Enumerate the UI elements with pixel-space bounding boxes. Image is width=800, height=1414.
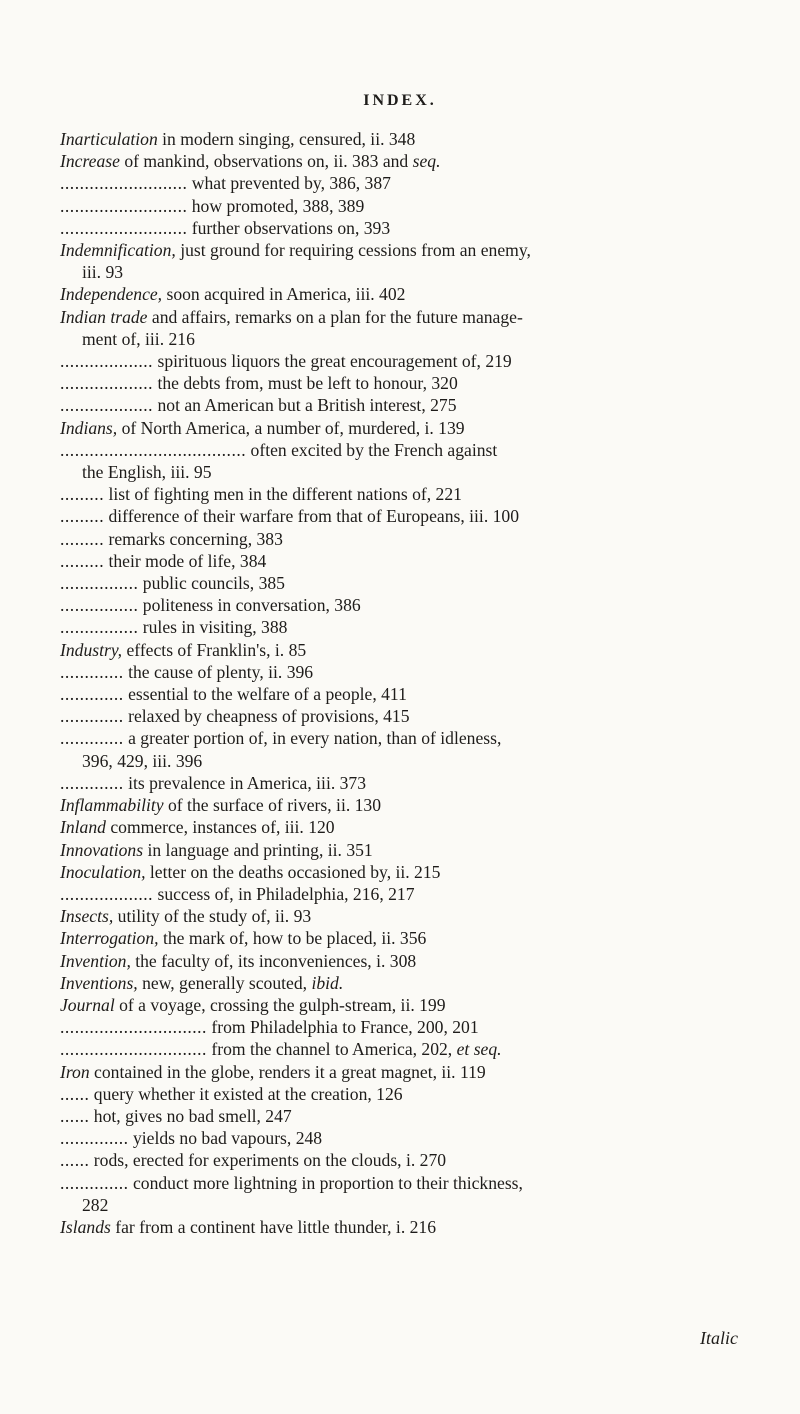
catchword: Italic bbox=[700, 1328, 738, 1348]
entry-text: conduct more lightning in proportion to their thickness, bbox=[128, 1172, 523, 1193]
entry-text: public councils, 385 bbox=[138, 573, 285, 594]
entry-leader-dots: .............. bbox=[60, 1172, 129, 1193]
entry-leader-dots: ......... bbox=[60, 506, 105, 527]
entry-text: difference of their warfare from that of Europeans, iii. 100 bbox=[104, 506, 520, 527]
entry-text: success of, in Philadelphia, 216, 217 bbox=[153, 883, 415, 904]
index-entry bbox=[60, 794, 760, 816]
index-entry bbox=[60, 217, 760, 239]
entry-heading: Insects, bbox=[60, 906, 114, 927]
index-entry bbox=[60, 1038, 760, 1060]
entry-text: spirituous liquors the great encouragement of, 219 bbox=[153, 351, 512, 372]
entry-text: essential to the welfare of a people, 411 bbox=[123, 684, 407, 705]
index-entry bbox=[60, 372, 760, 394]
entry-leader-dots: ................... bbox=[60, 883, 154, 904]
index-entry bbox=[60, 439, 760, 483]
entry-text: far from a continent have little thunder, i. 216 bbox=[110, 1216, 437, 1237]
entry-text: rules in visiting, 388 bbox=[138, 617, 288, 638]
index-entry bbox=[60, 572, 760, 594]
index-entry bbox=[60, 883, 760, 905]
entry-leader-dots: ................ bbox=[60, 573, 139, 594]
index-entry bbox=[60, 1172, 760, 1216]
entry-continuation: the English, iii. 95 bbox=[82, 462, 212, 483]
entry-italic-tail: ibid. bbox=[311, 972, 344, 993]
entry-leader-dots: .............. bbox=[60, 1128, 129, 1149]
index-entry bbox=[60, 239, 760, 283]
index-entry bbox=[60, 950, 760, 972]
entry-leader-dots: ................... bbox=[60, 373, 154, 394]
entry-text: what prevented by, 386, 387 bbox=[187, 173, 391, 194]
entry-text: new, generally scouted, bbox=[137, 972, 312, 993]
entry-leader-dots: .......................... bbox=[60, 195, 188, 216]
index-entry bbox=[60, 839, 760, 861]
entry-heading: Inflammability bbox=[60, 795, 164, 816]
index-entry bbox=[60, 1083, 760, 1105]
entry-text: the faculty of, its inconveniences, i. 308 bbox=[130, 950, 417, 971]
index-entry bbox=[60, 772, 760, 794]
index-entry bbox=[60, 1127, 760, 1149]
index-entry bbox=[60, 705, 760, 727]
index-entry bbox=[60, 1061, 760, 1083]
entry-text: query whether it existed at the creation, 126 bbox=[89, 1083, 403, 1104]
entry-heading: Interrogation, bbox=[60, 928, 159, 949]
entry-text: soon acquired in America, iii. 402 bbox=[162, 284, 406, 305]
entry-text: of mankind, observations on, ii. 383 and bbox=[119, 151, 413, 172]
entry-continuation: 396, 429, iii. 396 bbox=[82, 750, 203, 771]
index-entry bbox=[60, 550, 760, 572]
entry-text: their mode of life, 384 bbox=[104, 550, 267, 571]
entry-leader-dots: ................... bbox=[60, 351, 154, 372]
entry-heading: Inarticulation bbox=[60, 129, 158, 149]
index-entry bbox=[60, 905, 760, 927]
entry-heading: Iron bbox=[60, 1061, 90, 1082]
index-entry bbox=[60, 727, 760, 771]
entry-heading: Indemnification, bbox=[60, 240, 176, 261]
entry-continuation: 282 bbox=[82, 1194, 109, 1215]
entry-text: in language and printing, ii. 351 bbox=[143, 839, 373, 860]
entry-text: its prevalence in America, iii. 373 bbox=[123, 772, 367, 793]
entry-heading: Inland bbox=[60, 817, 106, 838]
entry-text: just ground for requiring cessions from an enemy, bbox=[175, 240, 531, 261]
entry-text: of North America, a number of, murdered, i. 139 bbox=[117, 417, 465, 438]
entry-leader-dots: ............. bbox=[60, 706, 124, 727]
entry-leader-dots: ...... bbox=[60, 1105, 90, 1126]
entry-heading: Independence, bbox=[60, 284, 163, 305]
entry-text: utility of the study of, ii. 93 bbox=[113, 906, 312, 927]
entry-leader-dots: ................... bbox=[60, 395, 154, 416]
entry-leader-dots: ............. bbox=[60, 772, 124, 793]
entry-heading: Indians, bbox=[60, 417, 118, 438]
index-entry bbox=[60, 394, 760, 416]
index-entry bbox=[60, 172, 760, 194]
entry-leader-dots: .......................... bbox=[60, 217, 188, 238]
entry-continuation: ment of, iii. 216 bbox=[82, 328, 195, 349]
index-entry bbox=[60, 1105, 760, 1127]
entry-text: effects of Franklin's, i. 85 bbox=[122, 639, 307, 660]
entry-heading: Invention, bbox=[60, 950, 131, 971]
index-entry bbox=[60, 616, 760, 638]
entry-heading: Inoculation, bbox=[60, 861, 146, 882]
entry-text: politeness in conversation, 386 bbox=[138, 595, 361, 616]
index-entry bbox=[60, 283, 760, 305]
entry-text: the debts from, must be left to honour, 320 bbox=[153, 373, 458, 394]
entry-text: commerce, instances of, iii. 120 bbox=[105, 817, 335, 838]
entry-leader-dots: ......... bbox=[60, 550, 105, 571]
entry-text: relaxed by cheapness of provisions, 415 bbox=[123, 706, 410, 727]
entry-leader-dots: ......... bbox=[60, 484, 105, 505]
index-entry bbox=[60, 128, 760, 150]
entry-heading: Indian trade bbox=[60, 306, 148, 327]
entry-text: from the channel to America, 202, bbox=[206, 1039, 457, 1060]
entry-text: of the surface of rivers, ii. 130 bbox=[163, 795, 382, 816]
entry-heading: Increase bbox=[60, 151, 120, 172]
entry-heading: Journal bbox=[60, 994, 115, 1015]
index-entry bbox=[60, 306, 760, 350]
index-entry bbox=[60, 816, 760, 838]
index-entry bbox=[60, 505, 760, 527]
entry-leader-dots: ............. bbox=[60, 661, 124, 682]
entry-text: yields no bad vapours, 248 bbox=[128, 1128, 323, 1149]
entry-italic-tail: et seq. bbox=[456, 1039, 502, 1060]
index-entry bbox=[60, 639, 760, 661]
entry-heading: Innovations bbox=[60, 839, 144, 860]
index-entry bbox=[60, 972, 760, 994]
entry-text: and affairs, remarks on a plan for the future manage- bbox=[147, 306, 523, 327]
index-entry bbox=[60, 994, 760, 1016]
entry-leader-dots: ......... bbox=[60, 528, 105, 549]
entry-text: from Philadelphia to France, 200, 201 bbox=[206, 1017, 479, 1038]
index-entry bbox=[60, 528, 760, 550]
index-entry bbox=[60, 861, 760, 883]
entry-text: rods, erected for experiments on the clouds, i. 270 bbox=[89, 1150, 447, 1171]
index-entry bbox=[60, 417, 760, 439]
running-header: INDEX. bbox=[363, 92, 437, 109]
entry-text: the cause of plenty, ii. 396 bbox=[123, 661, 314, 682]
entry-text: a greater portion of, in every nation, than of idleness, bbox=[123, 728, 502, 749]
index-entry bbox=[60, 195, 760, 217]
entry-continuation: iii. 93 bbox=[82, 262, 124, 283]
index-entry bbox=[60, 661, 760, 683]
entry-leader-dots: ...... bbox=[60, 1150, 90, 1171]
index-entry bbox=[60, 683, 760, 705]
index-entry bbox=[60, 594, 760, 616]
entry-text: of a voyage, crossing the gulph-stream, ii. 199 bbox=[114, 994, 446, 1015]
entry-leader-dots: ................ bbox=[60, 595, 139, 616]
entry-leader-dots: .......................... bbox=[60, 173, 188, 194]
index-entry bbox=[60, 927, 760, 949]
entry-text: how promoted, 388, 389 bbox=[187, 195, 365, 216]
entry-text: hot, gives no bad smell, 247 bbox=[89, 1105, 292, 1126]
entry-text: in modern singing, censured, ii. 348 bbox=[157, 129, 416, 149]
entry-text: list of fighting men in the different nations of, 221 bbox=[104, 484, 462, 505]
entry-text: often excited by the French against bbox=[246, 439, 498, 460]
index-entries bbox=[60, 128, 760, 1238]
entry-text: the mark of, how to be placed, ii. 356 bbox=[158, 928, 427, 949]
entry-leader-dots: ............. bbox=[60, 684, 124, 705]
entry-leader-dots: .............................. bbox=[60, 1017, 207, 1038]
entry-heading: Industry, bbox=[60, 639, 123, 660]
entry-heading: Islands bbox=[60, 1216, 111, 1237]
entry-heading: Inventions, bbox=[60, 972, 138, 993]
entry-text: remarks concerning, 383 bbox=[104, 528, 283, 549]
entry-italic-tail: seq. bbox=[412, 151, 441, 172]
index-entry bbox=[60, 150, 760, 172]
index-entry bbox=[60, 350, 760, 372]
entry-text: letter on the deaths occasioned by, ii. 215 bbox=[145, 861, 441, 882]
entry-leader-dots: ...... bbox=[60, 1083, 90, 1104]
entry-leader-dots: .............................. bbox=[60, 1039, 207, 1060]
entry-leader-dots: ............. bbox=[60, 728, 124, 749]
entry-text: further observations on, 393 bbox=[187, 217, 391, 238]
entry-leader-dots: ...................................... bbox=[60, 439, 247, 460]
index-entry bbox=[60, 1149, 760, 1171]
index-entry bbox=[60, 1216, 760, 1238]
index-entry bbox=[60, 1016, 760, 1038]
index-entry bbox=[60, 483, 760, 505]
entry-text: contained in the globe, renders it a great magnet, ii. 119 bbox=[89, 1061, 486, 1082]
entry-text: not an American but a British interest, 275 bbox=[153, 395, 457, 416]
entry-leader-dots: ................ bbox=[60, 617, 139, 638]
